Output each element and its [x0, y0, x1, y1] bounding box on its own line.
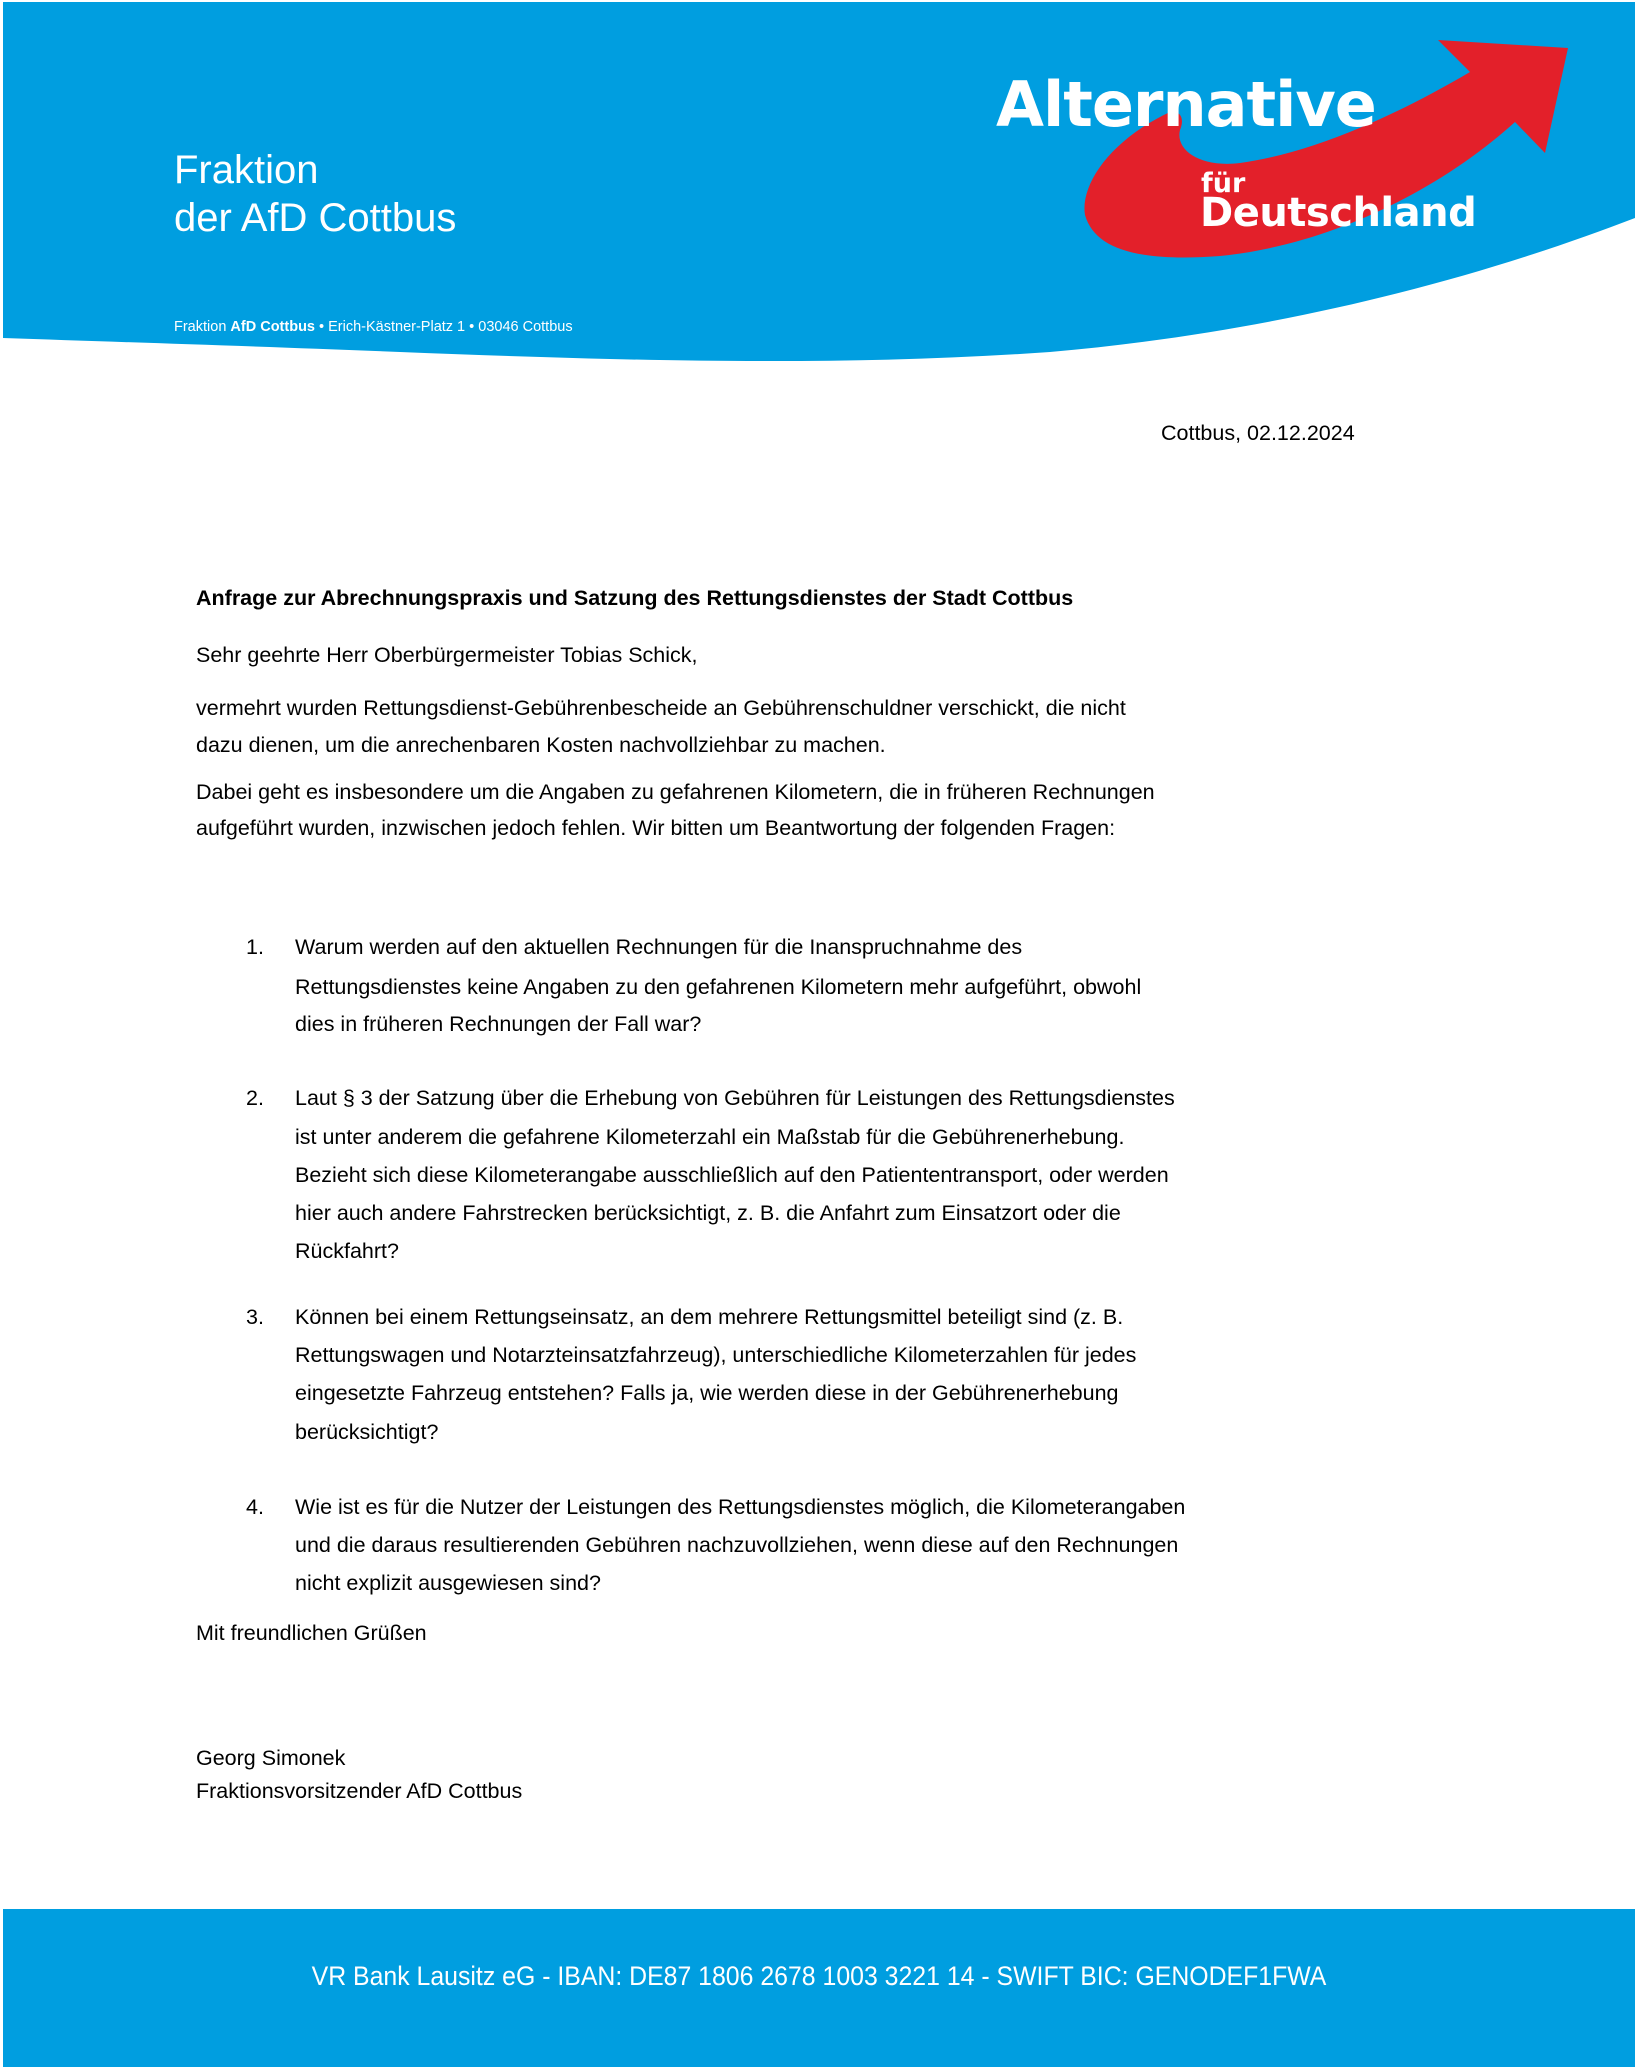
signature-name: Georg Simonek	[196, 1746, 346, 1770]
question-line: Laut § 3 der Satzung über die Erhebung von Gebühren für Leistungen des Rettungsdienstes	[295, 1086, 1175, 1110]
question-line: hier auch andere Fahrstrecken berücksichtigt, z. B. die Anfahrt zum Einsatzort oder die	[295, 1201, 1121, 1225]
question-line: eingesetzte Fahrzeug entstehen? Falls ja, wie werden diese in der Gebührenerhebung	[295, 1381, 1119, 1405]
paragraph-line: vermehrt wurden Rettungsdienst-Gebührenbescheide an Gebührenschuldner verschickt, die nicht	[196, 696, 1126, 720]
question-line: Rettungsdienstes keine Angaben zu den gefahrenen Kilometern mehr aufgeführt, obwohl	[295, 975, 1142, 999]
question-line: Wie ist es für die Nutzer der Leistungen des Rettungsdienstes möglich, die Kilometerangaben	[295, 1495, 1186, 1519]
logo-text-deutschland: Deutschland	[1200, 190, 1477, 236]
address-prefix: Fraktion	[174, 319, 231, 335]
footer-bank-details: VR Bank Lausitz eG - IBAN: DE87 1806 2678 1003 3221 14 - SWIFT BIC: GENODEF1FWA	[311, 1961, 1327, 1991]
salutation: Sehr geehrte Herr Oberbürgermeister Tobias Schick,	[196, 643, 698, 667]
header-title-line1: Fraktion	[174, 148, 319, 192]
list-number: 4.	[246, 1495, 264, 1519]
footer-banner	[3, 1909, 1635, 2067]
paragraph-line: aufgeführt wurden, inzwischen jedoch fehlen. Wir bitten um Beantwortung der folgenden Fragen:	[196, 816, 1116, 840]
header-address	[174, 319, 573, 335]
logo-text-alternative: Alternative	[996, 68, 1376, 141]
question-line: Warum werden auf den aktuellen Rechnungen für die Inanspruchnahme des	[295, 935, 1023, 959]
list-number: 2.	[246, 1086, 264, 1110]
question-line: Bezieht sich diese Kilometerangabe ausschließlich auf den Patiententransport, oder werden	[295, 1163, 1169, 1187]
header-title-line2: der AfD Cottbus	[174, 196, 457, 240]
closing: Mit freundlichen Grüßen	[196, 1621, 427, 1645]
question-line: und die daraus resultierenden Gebühren nachzuvollziehen, wenn diese auf den Rechnungen	[295, 1533, 1179, 1557]
paragraph-line: Dabei geht es insbesondere um die Angaben zu gefahrenen Kilometern, die in früheren Rechnungen	[196, 780, 1155, 804]
question-line: berücksichtigt?	[295, 1420, 439, 1444]
question-line: ist unter anderem die gefahrene Kilometerzahl ein Maßstab für die Gebührenerhebung.	[295, 1125, 1125, 1149]
logo-text-fuer: für	[1201, 168, 1246, 199]
question-line: Rettungswagen und Notarzteinsatzfahrzeug), unterschiedliche Kilometerzahlen für jedes	[295, 1343, 1137, 1367]
subject-line: Anfrage zur Abrechnungspraxis und Satzung des Rettungsdienstes der Stadt Cottbus	[196, 586, 1074, 610]
question-line: Können bei einem Rettungseinsatz, an dem mehrere Rettungsmittel beteiligt sind (z. B.	[295, 1305, 1124, 1329]
place-date: Cottbus, 02.12.2024	[1161, 421, 1355, 445]
address-bold: AfD Cottbus	[230, 319, 315, 335]
question-line: dies in früheren Rechnungen der Fall war?	[295, 1012, 702, 1036]
list-number: 1.	[246, 935, 264, 959]
paragraph-line: dazu dienen, um die anrechenbaren Kosten nachvollziehbar zu machen.	[196, 733, 886, 757]
question-line: Rückfahrt?	[295, 1239, 399, 1263]
address-rest: • Erich-Kästner-Platz 1 • 03046 Cottbus	[315, 319, 573, 335]
question-line: nicht explizit ausgewiesen sind?	[295, 1571, 601, 1595]
signature-role: Fraktionsvorsitzender AfD Cottbus	[196, 1779, 523, 1803]
list-number: 3.	[246, 1305, 264, 1329]
